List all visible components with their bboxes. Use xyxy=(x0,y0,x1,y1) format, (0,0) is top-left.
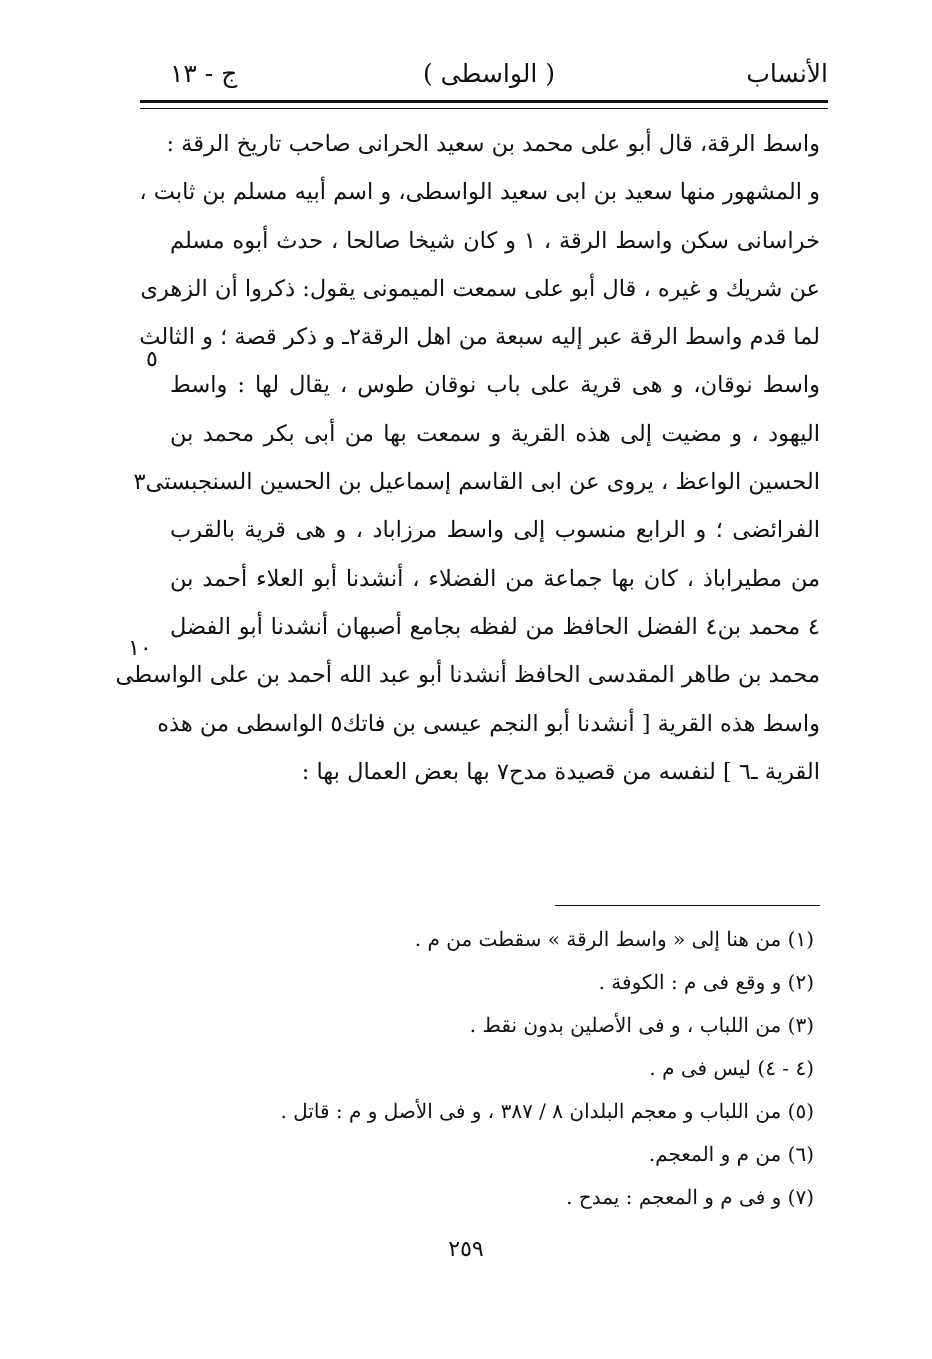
footnote: (٥) من اللباب و معجم البلدان ٨ / ٣٨٧ ، و فى الأصل و م : قاتل . xyxy=(280,1099,814,1123)
text-line: خراسانى سكن واسط الرقة ، ١ و كان شيخا صالحا ، حدث أبوه مسلم xyxy=(170,227,820,254)
volume-number: ج - ١٣ xyxy=(170,59,238,88)
text-line: الحسين الواعظ ، يروى عن ابى القاسم إسماعيل بن الحسين السنجبستى٣ xyxy=(133,469,820,496)
footnote: (٧) و فى م و المعجم : يمدح . xyxy=(566,1185,814,1209)
footnote: (٢) و وقع فى م : الكوفة . xyxy=(598,970,814,994)
footnote: (٤ - ٤) ليس فى م . xyxy=(649,1056,814,1080)
book-title: الأنساب xyxy=(746,59,828,88)
text-line: من مطيراباذ ، كان بها جماعة من الفضلاء ، أنشدنا أبو العلاء أحمد بن xyxy=(170,565,820,592)
text-line: اليهود ، و مضيت إلى هذه القرية و سمعت بها من أبى بكر محمد بن xyxy=(170,420,820,447)
text-line: واسط نوقان، و هى قرية على باب نوقان طوس ، يقال لها : واسط xyxy=(170,372,820,399)
header-rule-thick xyxy=(140,100,828,103)
footnote: (٦) من م و المعجم. xyxy=(648,1142,814,1166)
text-line: لما قدم واسط الرقة عبر إليه سبعة من اهل الرقة٢ـ و ذكر قصة ؛ و الثالث xyxy=(139,324,820,351)
footnote: (٣) من اللباب ، و فى الأصلين بدون نقط . xyxy=(469,1013,814,1037)
margin-line-number-10: ١٠ xyxy=(128,636,152,661)
section-title: ( الواسطى ) xyxy=(422,59,556,88)
footnotes xyxy=(170,918,820,1219)
text-line: واسط هذه القرية [ أنشدنا أبو النجم عيسى بن فاتك٥ الواسطى من هذه xyxy=(157,710,820,737)
text-line: واسط الرقة، قال أبو على محمد بن سعيد الحرانى صاحب تاريخ الرقة : xyxy=(166,131,820,157)
footnote-separator xyxy=(555,905,820,906)
text-line: ٤ محمد بن٤ الفضل الحافظ من لفظه بجامع أصبهان أنشدنا أبو الفضل xyxy=(170,613,820,640)
running-header xyxy=(150,52,828,96)
page-number: ٢٥٩ xyxy=(448,1237,484,1262)
text-line: محمد بن طاهر المقدسى الحافظ أنشدنا أبو عبد الله أحمد بن على الواسطى xyxy=(115,662,820,689)
text-line: عن شريك و غيره ، قال أبو على سمعت الميمونى يقول: ذكروا أن الزهرى xyxy=(140,275,820,302)
margin-line-number-5: ٥ xyxy=(146,347,158,372)
footnote: (١) من هنا إلى « واسط الرقة » سقطت من م . xyxy=(414,927,814,951)
header-rule-thin xyxy=(140,108,828,109)
text-line: القرية ـ٦ ] لنفسه من قصيدة مدح٧ بها بعض العمال بها : xyxy=(301,758,820,785)
text-line: الفرائضى ؛ و الرابع منسوب إلى واسط مرزاباد ، و هى قرية بالقرب xyxy=(170,517,820,544)
text-line: و المشهور منها سعيد بن ابى سعيد الواسطى، و اسم أبيه مسلم بن ثابت ، xyxy=(139,179,820,206)
